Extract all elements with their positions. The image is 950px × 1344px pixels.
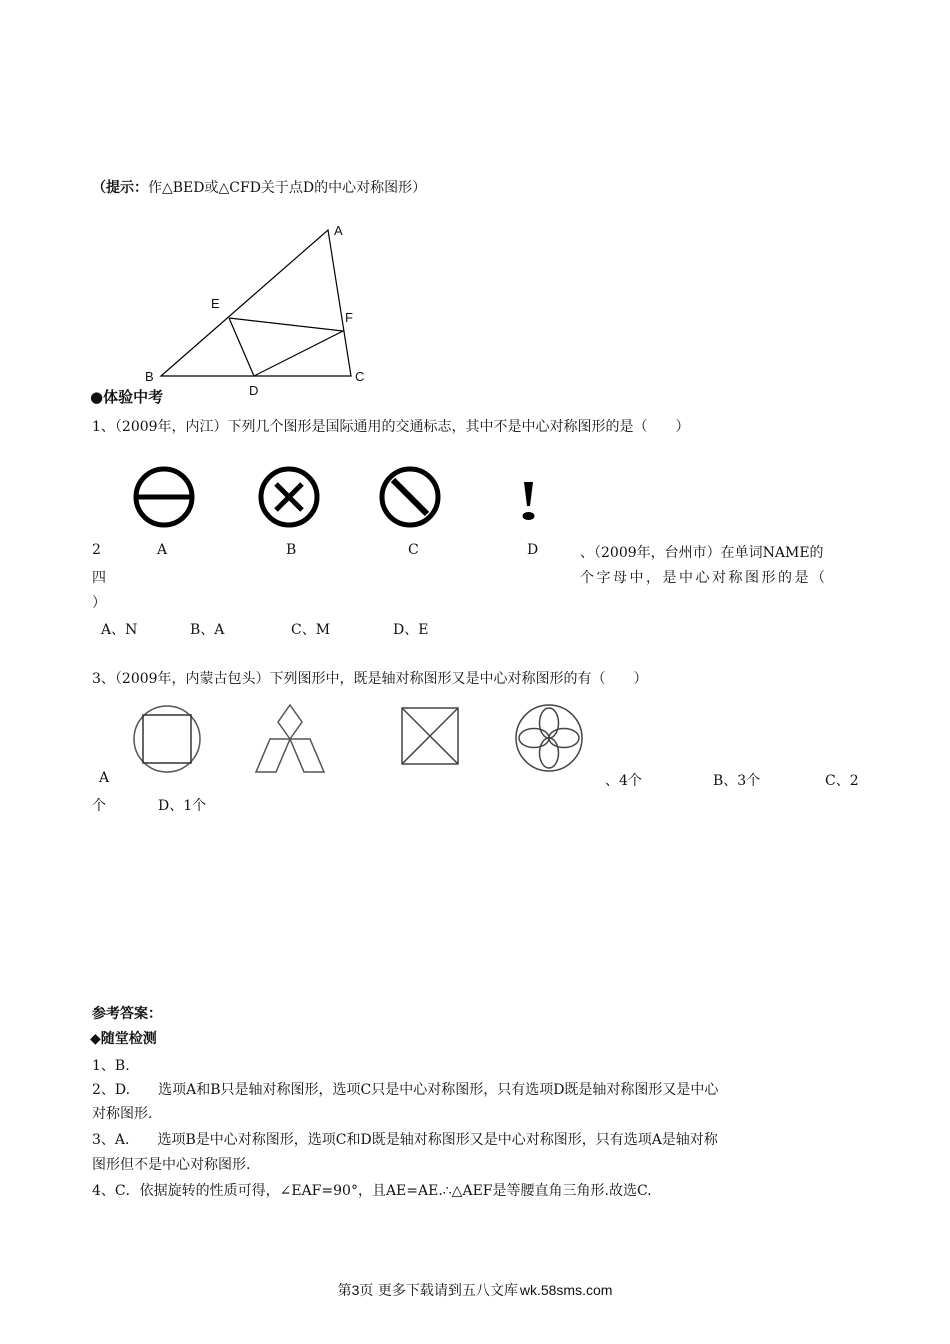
question-3-text: 3、（2009年，内蒙古包头）下列图形中，既是轴对称图形又是中心对称图形的有（ ）: [92, 671, 648, 687]
triangle-figure: [0, 0, 950, 400]
triangle-label-a: A: [334, 223, 343, 238]
q1-option-a: A: [157, 542, 168, 558]
traffic-sign-slash-icon: [377, 464, 447, 534]
answers-section-title: ◆随堂检测: [90, 1031, 157, 1047]
triangle-label-c: C: [355, 369, 365, 384]
triangle-label-e: E: [211, 296, 220, 311]
q3-option-c-part1: C、2: [825, 773, 859, 789]
page-footer: [0, 1280, 950, 1300]
answer-line: 1、B.: [92, 1058, 130, 1074]
answer-line: 3、A. 选项B是中心对称图形，选项C和D既是轴对称图形又是中心对称图形，只有选项A是轴对称: [92, 1132, 718, 1148]
three-rhombus-figure: [252, 703, 332, 783]
answer-line: 4、C．依据旋转的性质可得，∠EAF=90°，且AE=AE.∴△AEF是等腰直角三角形.故选C.: [92, 1183, 652, 1199]
q3-option-b: B、3个: [713, 773, 761, 789]
footer-suffix: 页 更多下载请到五八文库: [359, 1283, 518, 1299]
footer-prefix: 第: [337, 1283, 352, 1299]
question-2-text-line2: 个字母中，是中心对称图形的是（: [580, 570, 828, 586]
answer-line: 2、D. 选项A和B只是轴对称图形，选项C只是中心对称图形，只有选项D既是轴对称图形又是中心: [92, 1082, 719, 1098]
q1-option-b: B: [286, 542, 297, 558]
q1-option-d: D: [527, 542, 539, 558]
q3-option-a-letter: A: [99, 770, 110, 786]
section-title-exam: ●体验中考: [90, 388, 164, 406]
q3-option-a-value: 、4个: [605, 773, 642, 789]
answer-line: 对称图形.: [92, 1106, 153, 1122]
q2-option-c: C、M: [291, 622, 331, 638]
question-1-text: 1、（2009年，内江）下列几个图形是国际通用的交通标志，其中不是中心对称图形的是（ ）: [92, 419, 690, 435]
traffic-sign-minus-icon: [131, 464, 201, 534]
footer-site-link[interactable]: wk.58sms.com: [519, 1282, 613, 1298]
footer-page-number: 3: [351, 1282, 360, 1298]
question-2-number: 2: [92, 542, 101, 558]
four-petal-circle-figure: [513, 701, 593, 781]
q2-option-b: B、A: [190, 622, 225, 638]
square-x-figure: [400, 706, 480, 786]
question-2-text-line1: 、（2009年，台州市）在单词NAME的: [580, 545, 824, 561]
answers-title: 参考答案：: [92, 1006, 162, 1022]
triangle-label-b: B: [145, 369, 154, 384]
triangle-label-d: D: [249, 383, 259, 398]
question-2-left-line2: 四: [92, 570, 106, 586]
hint-text: 作△BED或△CFD关于点D的中心对称图形）: [148, 180, 427, 196]
q3-option-c-part2: 个: [92, 798, 106, 814]
q3-option-d: D、1个: [158, 798, 207, 814]
traffic-sign-x-icon: [256, 464, 326, 534]
q2-option-a: A、N: [101, 622, 138, 638]
triangle-label-f: F: [345, 310, 353, 325]
circle-square-figure: [129, 702, 209, 782]
question-2-line3: ）: [92, 595, 106, 611]
q1-option-c: C: [408, 542, 419, 558]
traffic-sign-exclamation-icon: [519, 480, 539, 525]
hint-label: （提示：: [92, 180, 148, 196]
q2-option-d: D、E: [393, 622, 429, 638]
answer-line: 图形但不是中心对称图形.: [92, 1157, 251, 1173]
